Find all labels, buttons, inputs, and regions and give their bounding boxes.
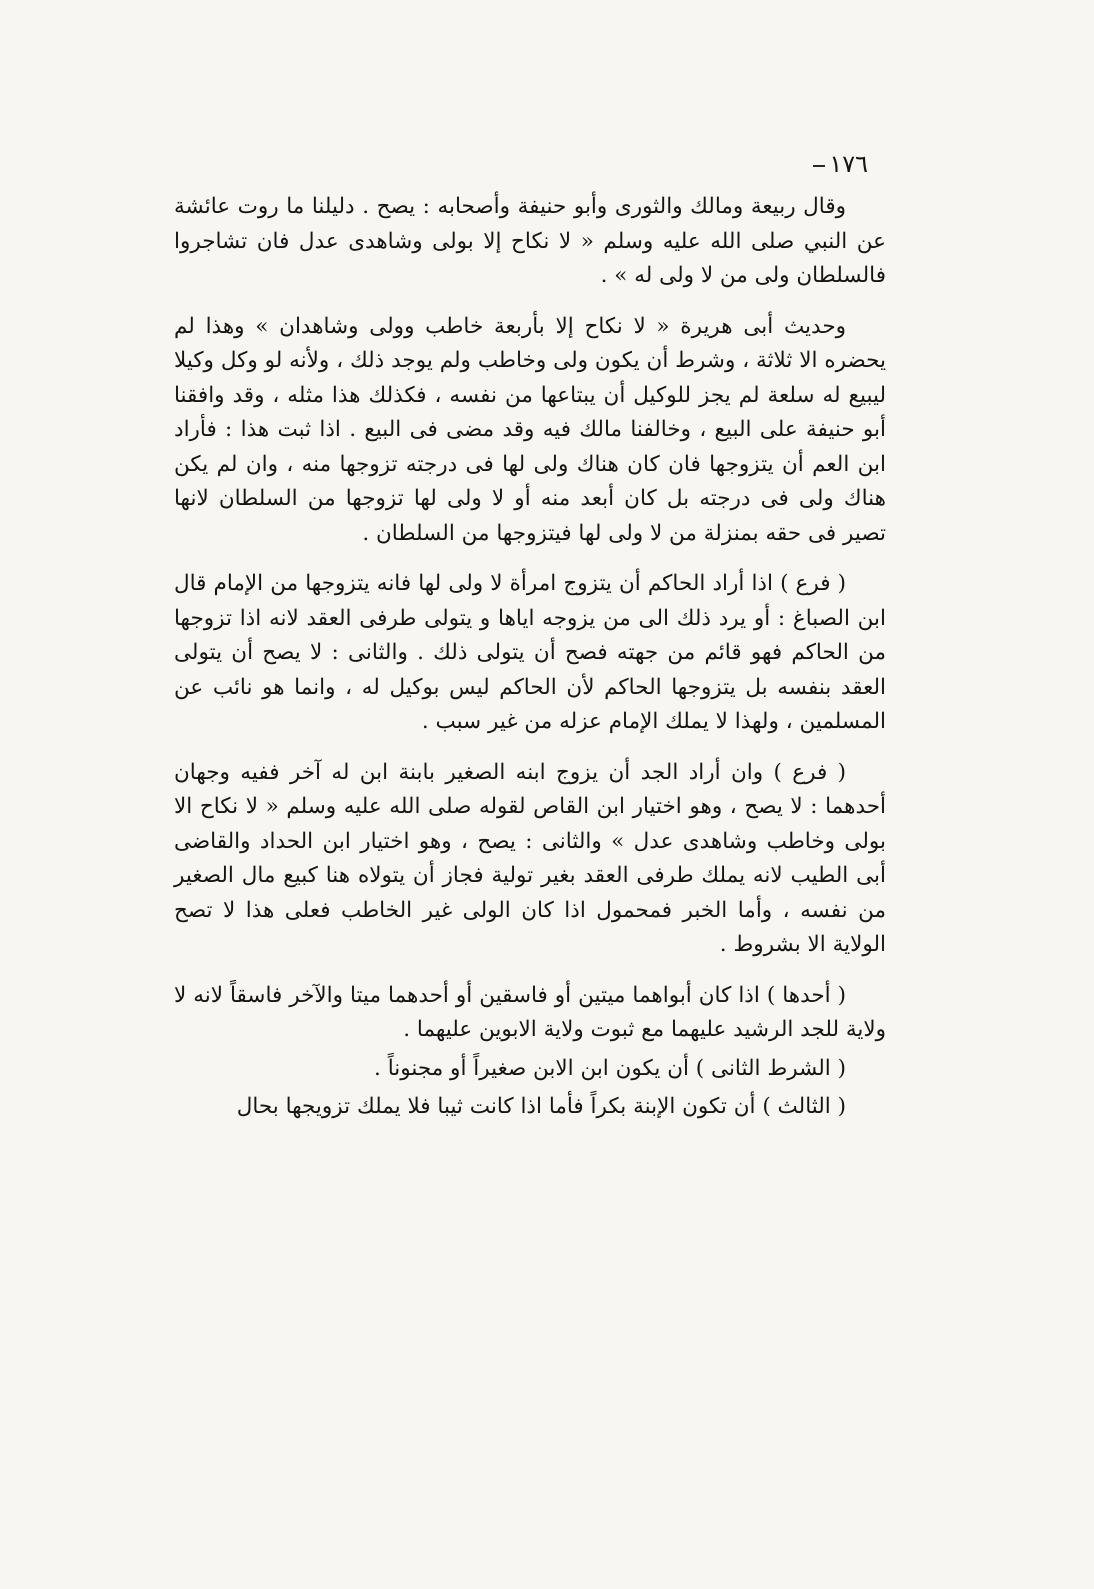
paragraph-3: ( فرع ) اذا أراد الحاكم أن يتزوج امرأة لا ولى لها فانه يتزوجها من الإمام قال ابن الصباغ : أو يرد ذلك الى من يزوجه اياها و يتولى طرفى العقد لانه اذا تزوجها من الحاكم فهو قائم من جهته فصح أن يتولى ذلك . والثانى : لا يصح أن يتولى العقد بنفسه بل يتزوجها الحاكم لأن الحاكم ليس بوكيل له ، وانما هو نائب عن المسلمين ، ولهذا لا يملك الإمام عزله من غير سبب . [174,571,886,734]
page-number: ١٧٦ [829,150,868,178]
paragraph-6: ( الشرط الثانى ) أن يكون ابن الابن صغيراً أو مجنوناً . [374,1055,846,1081]
body-text [174,190,886,1125]
paragraph-4: ( فرع ) وان أراد الجد أن يزوج ابنه الصغير بابنة ابن له آخر ففيه وجهان أحدهما : لا يصح ، وهو اختيار ابن القاص لقوله صلى الله عليه وسلم « لا نكاح الا بولى وخاطب وشاهدى عدل » والثانى : يصح ، وهو اختيار ابن الحداد والقاضى أبى الطيب لانه يملك طرفى العقد بغير تولية فجاز أن يتولاه هنا كبيع مال الصغير من نفسه ، وأما الخبر فمحمول اذا كان الولى غير الخاطب فعلى هذا لا تصح الولاية الا بشروط . [174,759,886,957]
paragraph-1: وقال ربيعة ومالك والثورى وأبو حنيفة وأصحابه : يصح . دليلنا ما روت عائشة عن النبي صلى الله عليه وسلم « لا نكاح إلا بولى وشاهدى عدل فان تشاجروا فالسلطان ولى من لا ولى له » . [174,194,886,288]
paragraph-2: وحديث أبى هريرة « لا نكاح إلا بأربعة خاطب وولى وشاهدان » وهذا لم يحضره الا ثلاثة ، وشرط أن يكون ولى وخاطب ولم يوجد ذلك ، ولأنه لو وكل وكيلا ليبيع له سلعة لم يجز للوكيل أن يبتاعها من نفسه ، فكذلك هذا مثله ، وقد وافقنا أبو حنيفة على البيع ، وخالفنا مالك فيه وقد مضى فى البيع . اذا ثبت هذا : فأراد ابن العم أن يتزوجها فان كان هناك ولى لها فى درجته تزوجها منه ، وان لم يكن هناك ولى فى درجته بل كان أبعد منه أو لا ولى لها تزوجها من السلطان لانها تصير فى حقه بمنزلة من لا ولى لها فيتزوجها من السلطان . [174,313,886,546]
paragraph-7: ( الثالث ) أن تكون الإبنة بكراً فأما اذا كانت ثيبا فلا يملك تزويجها بحال [236,1094,846,1119]
paragraph-5: ( أحدها ) اذا كان أبواهما ميتين أو فاسقين أو أحدهما ميتا والآخر فاسقاً لانه لا ولاية للجد الرشيد عليهما مع ثبوت ولاية الابوين عليهما . [174,982,886,1042]
